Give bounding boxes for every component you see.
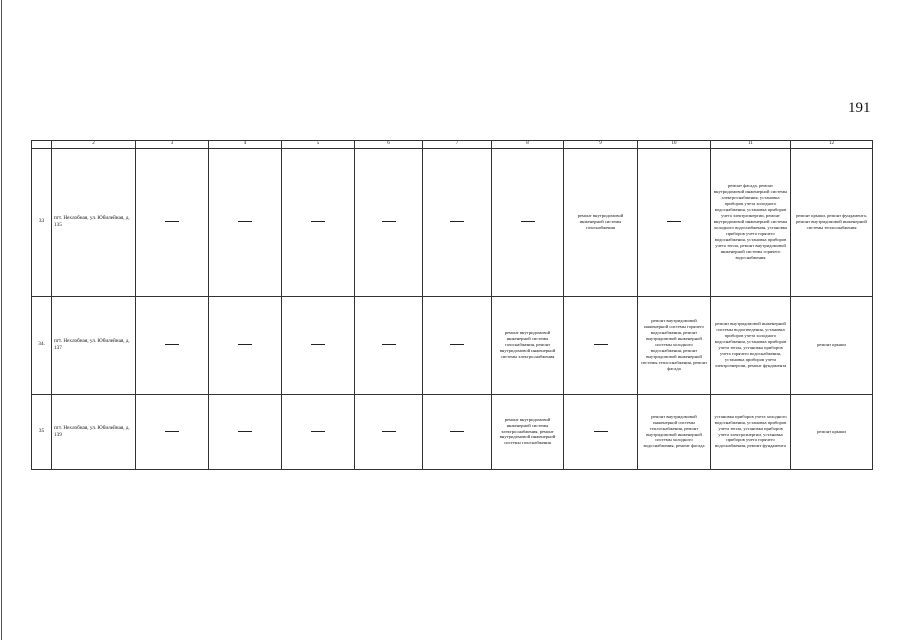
dash [311, 221, 325, 222]
dash [382, 431, 396, 432]
empty-dash-cell [282, 296, 355, 394]
table-row [32, 296, 873, 394]
column-header: 6 [355, 141, 423, 149]
dash [382, 221, 396, 222]
column-header: 3 [136, 141, 209, 149]
address-cell: пгт. Нехлобная, ул. Юбилейная, д. 135 [52, 148, 136, 296]
empty-dash-cell [564, 296, 638, 394]
column-header: 8 [492, 141, 564, 149]
dash [382, 344, 396, 345]
address-cell: пгт. Нехлобная, ул. Юбилейная, д. 139 [52, 394, 136, 469]
dash [521, 221, 535, 222]
dash [594, 344, 608, 345]
dash [165, 431, 179, 432]
column-header: 5 [282, 141, 355, 149]
works-cell: ремонт фасада, ремонт внутридомовой инженерной системы электроснабжения, установка приборов учета холодного водоснабжения, установка приборов учета электроэнергии, ремонт внутридомовой инженерной системы холодного водоснабжения, установка приборов учета горячего водоснабжения, установка приборов учета тепла, ремонт внутридомовой инженерной системы горячего водоснабжения [711, 148, 791, 296]
column-header [32, 141, 52, 149]
column-number-header-row [32, 141, 873, 149]
repair-schedule-table [31, 140, 873, 470]
column-header: 11 [711, 141, 791, 149]
dash [311, 344, 325, 345]
table-row [32, 394, 873, 469]
dash [450, 221, 464, 222]
works-cell: ремонт внутридомовой инженерной системы водоотведения, установка приборов учета холодного водоснабжения, установка приборов учета тепла, установка приборов учета горячего водоснабжения, установка приборов учета электроэнергии, ремонт фундамента [711, 296, 791, 394]
dash [238, 431, 252, 432]
empty-dash-cell [564, 394, 638, 469]
page-number: 191 [848, 100, 871, 116]
works-cell: ремонт внутридомовой инженерной системы газоснабжения, ремонт внутридомовой инженерной системы электроснабжения [492, 296, 564, 394]
column-header: 4 [209, 141, 282, 149]
empty-dash-cell [282, 394, 355, 469]
row-number: 35 [32, 394, 52, 469]
empty-dash-cell [136, 148, 209, 296]
empty-dash-cell [209, 148, 282, 296]
dash [594, 431, 608, 432]
empty-dash-cell [209, 394, 282, 469]
works-cell: ремонт внутридомовой инженерной системы газоснабжения [564, 148, 638, 296]
works-cell: ремонт внутридомовой инженерной системы теплоснабжения, ремонт внутридомовой инженерной системы холодного водоснабжения, ремонт фасада [638, 394, 711, 469]
row-number: 33 [32, 148, 52, 296]
works-cell: ремонт внутридомовой инженерной системы электроснабжения, ремонт внутридомовой инженерной системы газоснабжения [492, 394, 564, 469]
dash [450, 431, 464, 432]
dash [238, 344, 252, 345]
column-header: 2 [52, 141, 136, 149]
dash [311, 431, 325, 432]
empty-dash-cell [209, 296, 282, 394]
empty-dash-cell [423, 394, 492, 469]
works-cell: ремонт крыши [791, 394, 873, 469]
dash [667, 221, 681, 222]
column-header: 12 [791, 141, 873, 149]
column-header: 10 [638, 141, 711, 149]
empty-dash-cell [638, 148, 711, 296]
empty-dash-cell [355, 296, 423, 394]
column-header: 9 [564, 141, 638, 149]
works-cell: ремонт внутридомовой инженерной системы горячего водоснабжения, ремонт внутридомовой инженерной системы холодного водоснабжения, ремонт внутридомовой инженерной системы теплоснабжения, ремонт фасада [638, 296, 711, 394]
empty-dash-cell [355, 394, 423, 469]
dash [450, 344, 464, 345]
works-cell: ремонт крыши [791, 296, 873, 394]
column-header: 7 [423, 141, 492, 149]
empty-dash-cell [423, 296, 492, 394]
dash [165, 221, 179, 222]
dash [165, 344, 179, 345]
left-border-rule [1, 0, 2, 640]
table-row [32, 148, 873, 296]
empty-dash-cell [282, 148, 355, 296]
empty-dash-cell [355, 148, 423, 296]
empty-dash-cell [492, 148, 564, 296]
empty-dash-cell [136, 394, 209, 469]
dash [238, 221, 252, 222]
empty-dash-cell [423, 148, 492, 296]
address-cell: пгт. Нехлобная, ул. Юбилейная, д. 137 [52, 296, 136, 394]
empty-dash-cell [136, 296, 209, 394]
row-number: 34. [32, 296, 52, 394]
works-cell: установка приборов учета холодного водоснабжения, установка приборов учета тепла, установка приборов учета электроэнергии, установка приборов учета горячего водоснабжения, ремонт фундамента [711, 394, 791, 469]
works-cell: ремонт крыши, ремонт фундамента, ремонт внутридомовой инженерной системы теплоснабжения [791, 148, 873, 296]
